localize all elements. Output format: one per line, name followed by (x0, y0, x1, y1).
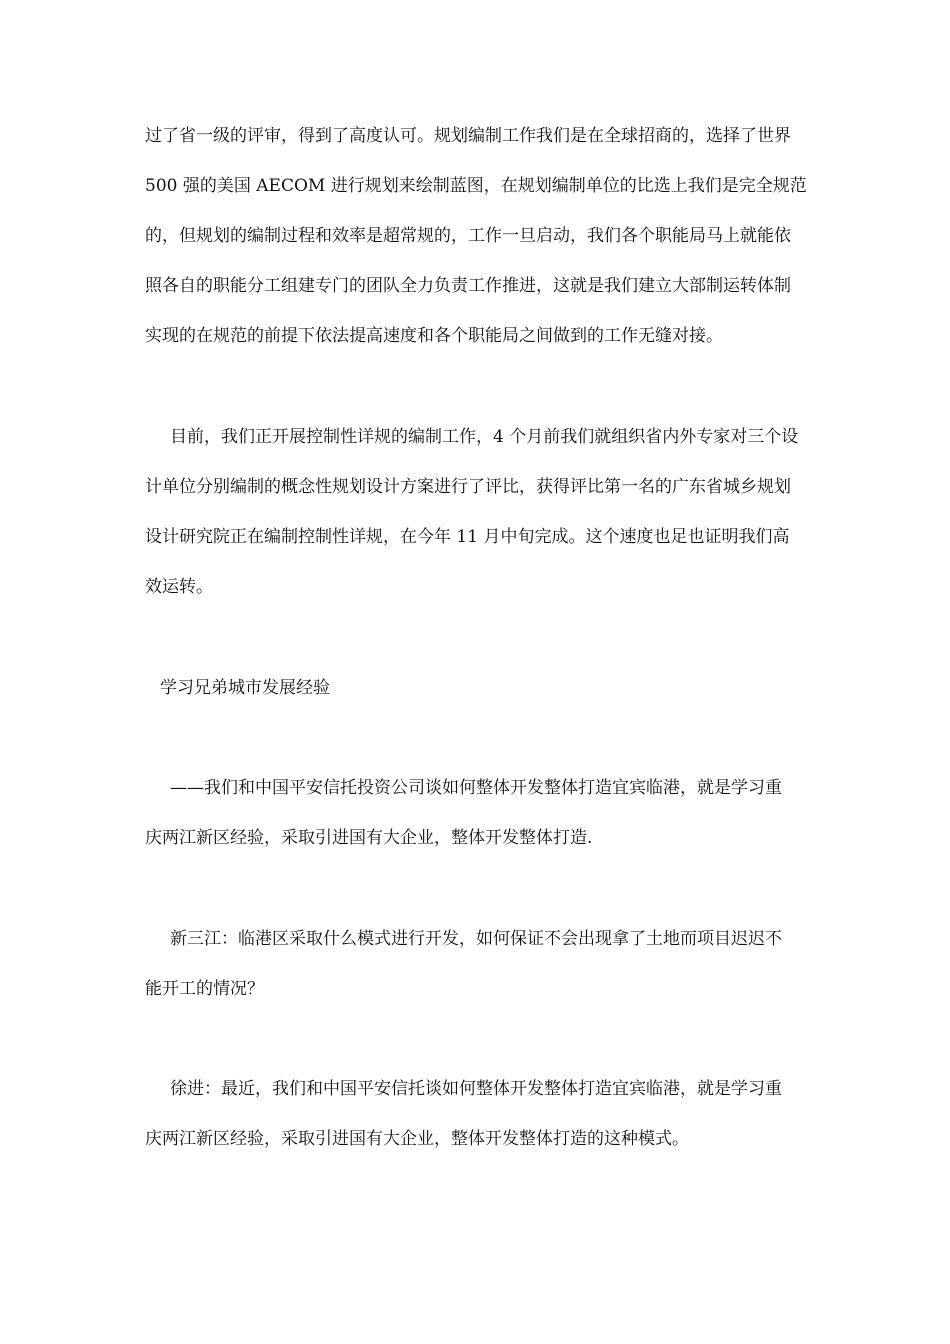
paragraph-1-line-4: 照各自的职能分工组建专门的团队全力负责工作推进，这就是我们建立大部制运转体制 (145, 276, 791, 296)
paragraph-3-line-2: 庆两江新区经验，采取引进国有大企业，整体开发整体打造. (145, 828, 593, 848)
paragraph-5-line-2: 庆两江新区经验，采取引进国有大企业，整体开发整体打造的这种模式。 (145, 1129, 689, 1149)
paragraph-5-line-1: 徐进：最近，我们和中国平安信托谈如何整体开发整体打造宜宾临港，就是学习重 (170, 1079, 782, 1099)
paragraph-4-line-1: 新三江：临港区采取什么模式进行开发，如何保证不会出现拿了土地而项目迟迟不 (170, 929, 782, 949)
section-heading: 学习兄弟城市发展经验 (160, 678, 330, 698)
paragraph-1-line-2: 500 强的美国 AECOM 进行规划来绘制蓝图，在规划编制单位的比选上我们是完全规范 (145, 176, 807, 196)
paragraph-1-line-5: 实现的在规范的前提下依法提高速度和各个职能局之间做到的工作无缝对接。 (145, 326, 723, 346)
paragraph-1-line-1: 过了省一级的评审，得到了高度认可。规划编制工作我们是在全球招商的，选择了世界 (145, 126, 791, 146)
paragraph-2-line-2: 计单位分别编制的概念性规划设计方案进行了评比，获得评比第一名的广东省城乡规划 (145, 477, 791, 497)
paragraph-2-line-4: 效运转。 (145, 577, 213, 597)
paragraph-1-line-3: 的，但规划的编制过程和效率是超常规的，工作一旦启动，我们各个职能局马上就能依 (145, 226, 791, 246)
paragraph-2-line-3: 设计研究院正在编制控制性详规，在今年 11 月中旬完成。这个速度也足也证明我们高 (145, 527, 790, 547)
paragraph-2-line-1: 目前，我们正开展控制性详规的编制工作，4 个月前我们就组织省内外专家对三个设 (170, 427, 799, 447)
paragraph-4-line-2: 能开工的情况？ (145, 979, 264, 999)
paragraph-3-line-1: ——我们和中国平安信托投资公司谈如何整体开发整体打造宜宾临港，就是学习重 (170, 778, 782, 798)
